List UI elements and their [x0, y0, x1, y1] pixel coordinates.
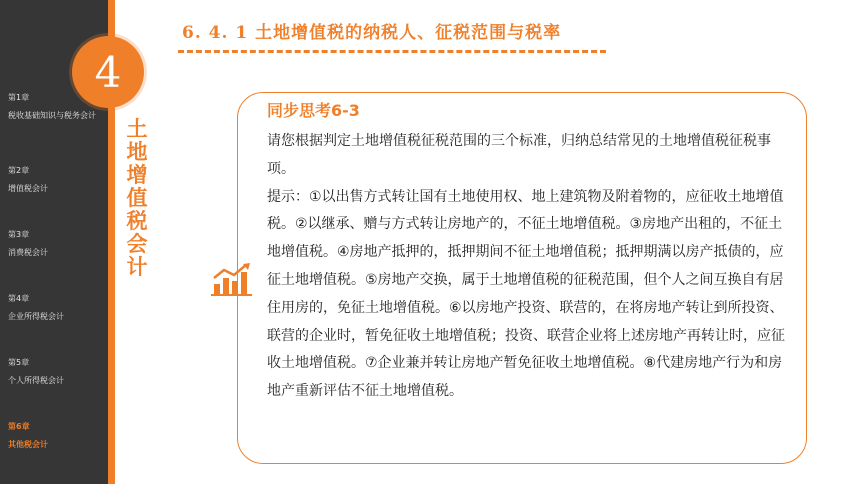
- hint-text: 提示：①以出售方式转让国有土地使用权、地上建筑物及附着物的，应征收土地增值税。②以继承、赠与方式转让房地产的，不征土地增值税。③房地产出租的，不征土地增值税。④房地产抵押的，抵押期间不征土地增值税；抵押期满以房产抵债的，应征土地增值税。⑤房地产交换，属于土地增值税的征税范围，但个人之间互换自有居住用房的，免征土地增值税。⑥以房地产投资、联营的，在将房地产转让到所投资、联营的企业时，暂免征收土地增值税；投资、联营企业将上述房地产再转让时，应征收土地增值税。⑦企业兼并转让房地产暂免征收土地增值税。⑧代建房地产行为和房地产重新评估不征土地增值税。: [267, 188, 785, 400]
- sidebar-item-label: 增值税会计: [8, 184, 48, 193]
- sidebar-item-number: 第5章: [8, 358, 30, 367]
- question-text: 请您根据判定土地增值税征税范围的三个标准，归纳总结常见的土地增值税征税事项。: [267, 133, 771, 177]
- sidebar-item-number: 第2章: [8, 166, 30, 175]
- section-heading: 同步思考6-3: [267, 101, 360, 120]
- sidebar-item-number: 第3章: [8, 230, 30, 239]
- page-title: 6. 4. 1 土地增值税的纳税人、征税范围与税率: [182, 23, 562, 43]
- content-body: [267, 128, 795, 406]
- sidebar-item-label: 税收基础知识与税务会计: [8, 111, 96, 120]
- bar-chart-trend-icon: [210, 262, 254, 296]
- sidebar-item-chapter-2[interactable]: [8, 165, 98, 195]
- title-divider: [178, 50, 606, 53]
- sidebar-item-number: 第1章: [8, 93, 30, 102]
- chapter-vertical-title: 土地增值税会计: [126, 117, 148, 279]
- sidebar-item-chapter-4[interactable]: [8, 293, 98, 323]
- sidebar-item-label: 个人所得税会计: [8, 376, 64, 385]
- sidebar-item-chapter-3[interactable]: [8, 229, 98, 259]
- sidebar-item-chapter-6[interactable]: [8, 421, 98, 451]
- sidebar-item-number: 第4章: [8, 294, 30, 303]
- sidebar-item-label: 企业所得税会计: [8, 312, 64, 321]
- chapter-number-badge: 4: [72, 36, 144, 108]
- sidebar-item-label: 其他税会计: [8, 440, 48, 449]
- sidebar-item-label: 消费税会计: [8, 248, 48, 257]
- sidebar-item-number: 第6章: [8, 422, 30, 431]
- sidebar-item-chapter-5[interactable]: [8, 357, 98, 387]
